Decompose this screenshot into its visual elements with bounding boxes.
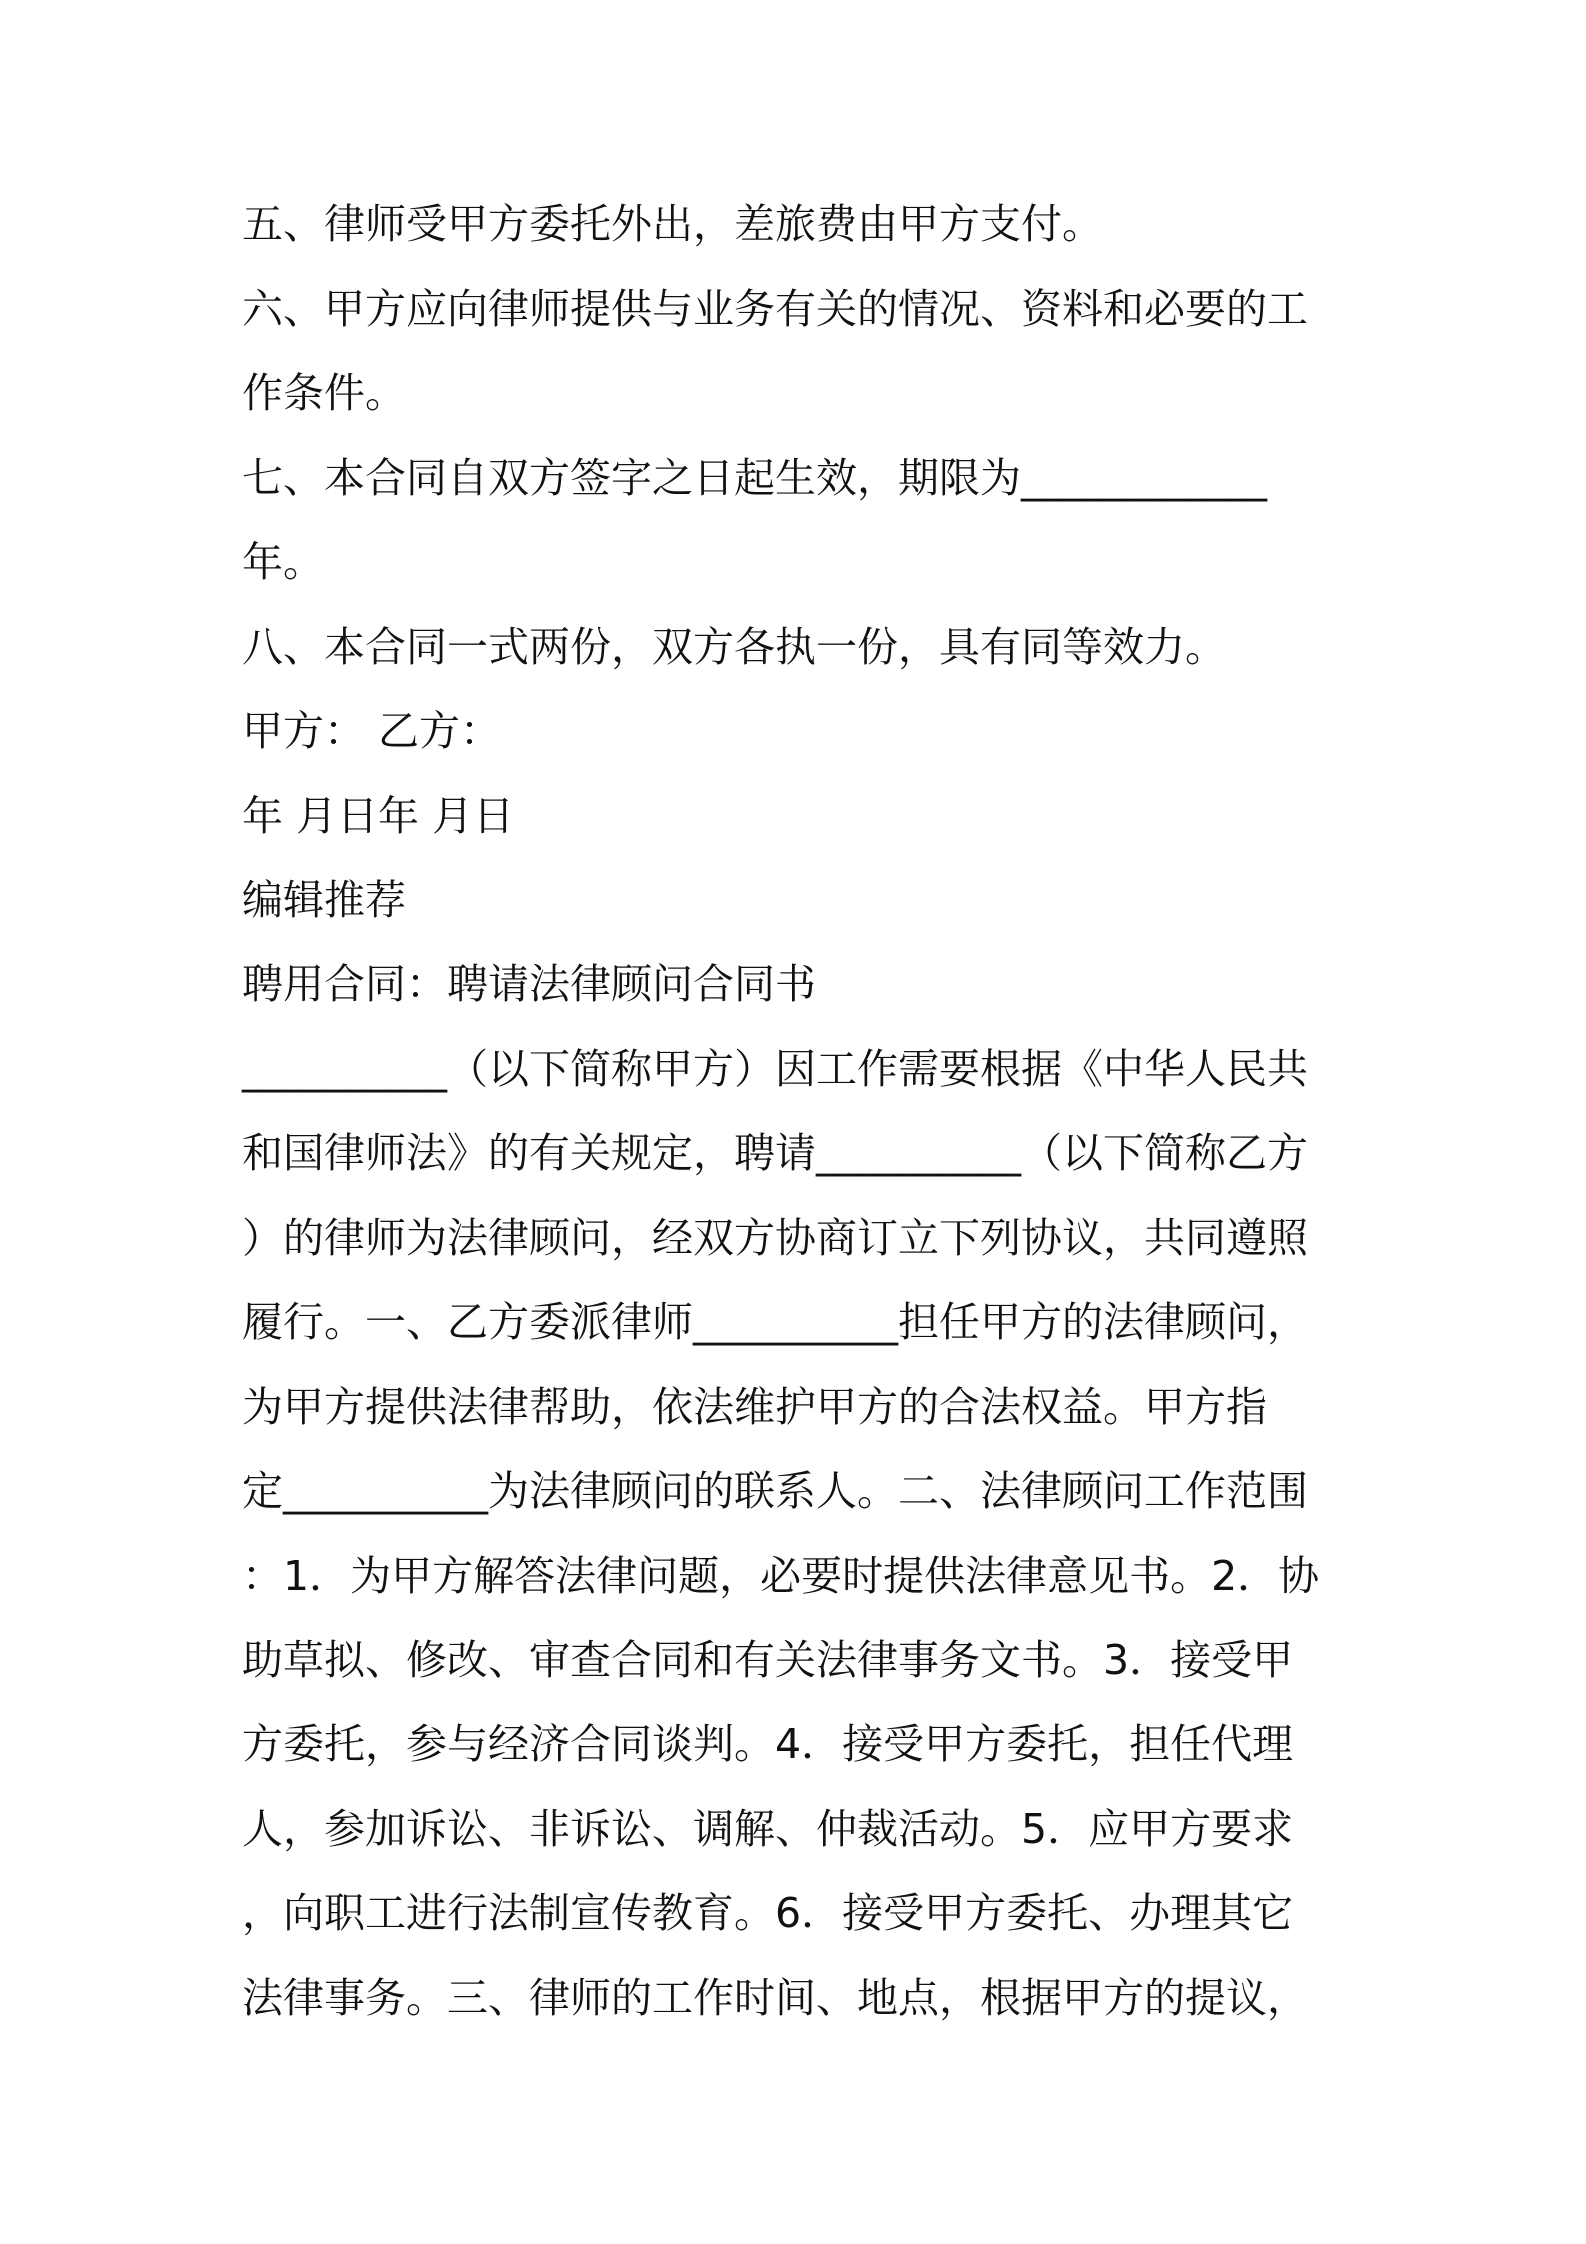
signature-date-line: 年 月日年 月日 bbox=[242, 792, 515, 840]
clause-7-line-1: 七、本合同自双方签字之日起生效，期限为____________ bbox=[242, 454, 1267, 502]
body-line-7: ：1．为甲方解答法律问题，必要时提供法律意见书。2．协 bbox=[242, 1552, 1320, 1600]
body-line-3: ）的律师为法律顾问，经双方协商订立下列协议，共同遵照 bbox=[242, 1214, 1308, 1262]
body-line-8: 助草拟、修改、审查合同和有关法律事务文书。3．接受甲 bbox=[242, 1636, 1294, 1684]
body-line-1: __________（以下简称甲方）因工作需要根据《中华人民共 bbox=[242, 1045, 1308, 1093]
body-line-5: 为甲方提供法律帮助，依法维护甲方的合法权益。甲方指 bbox=[242, 1383, 1267, 1431]
clause-5: 五、律师受甲方委托外出，差旅费由甲方支付。 bbox=[242, 200, 1103, 248]
editor-recommendation-heading: 编辑推荐 bbox=[242, 876, 406, 924]
contract-title: 聘用合同：聘请法律顾问合同书 bbox=[242, 960, 816, 1008]
clause-8: 八、本合同一式两份，双方各执一份，具有同等效力。 bbox=[242, 623, 1226, 671]
clause-6-line-2: 作条件。 bbox=[242, 369, 406, 417]
body-line-9: 方委托，参与经济合同谈判。4．接受甲方委托，担任代理 bbox=[242, 1720, 1294, 1768]
clause-7-line-2: 年。 bbox=[242, 538, 324, 586]
body-line-10: 人，参加诉讼、非诉讼、调解、仲裁活动。5．应甲方要求 bbox=[242, 1805, 1294, 1853]
body-line-11: ，向职工进行法制宣传教育。6．接受甲方委托、办理其它 bbox=[242, 1889, 1294, 1937]
body-line-2: 和国律师法》的有关规定，聘请__________（以下简称乙方 bbox=[242, 1129, 1308, 1177]
party-signature-line: 甲方： 乙方： bbox=[242, 707, 502, 755]
body-line-4: 履行。一、乙方委派律师__________担任甲方的法律顾问， bbox=[242, 1298, 1308, 1346]
clause-6-line-1: 六、甲方应向律师提供与业务有关的情况、资料和必要的工 bbox=[242, 285, 1308, 333]
body-line-6: 定__________为法律顾问的联系人。二、法律顾问工作范围 bbox=[242, 1467, 1308, 1515]
body-line-12: 法律事务。三、律师的工作时间、地点，根据甲方的提议， bbox=[242, 1974, 1308, 2022]
